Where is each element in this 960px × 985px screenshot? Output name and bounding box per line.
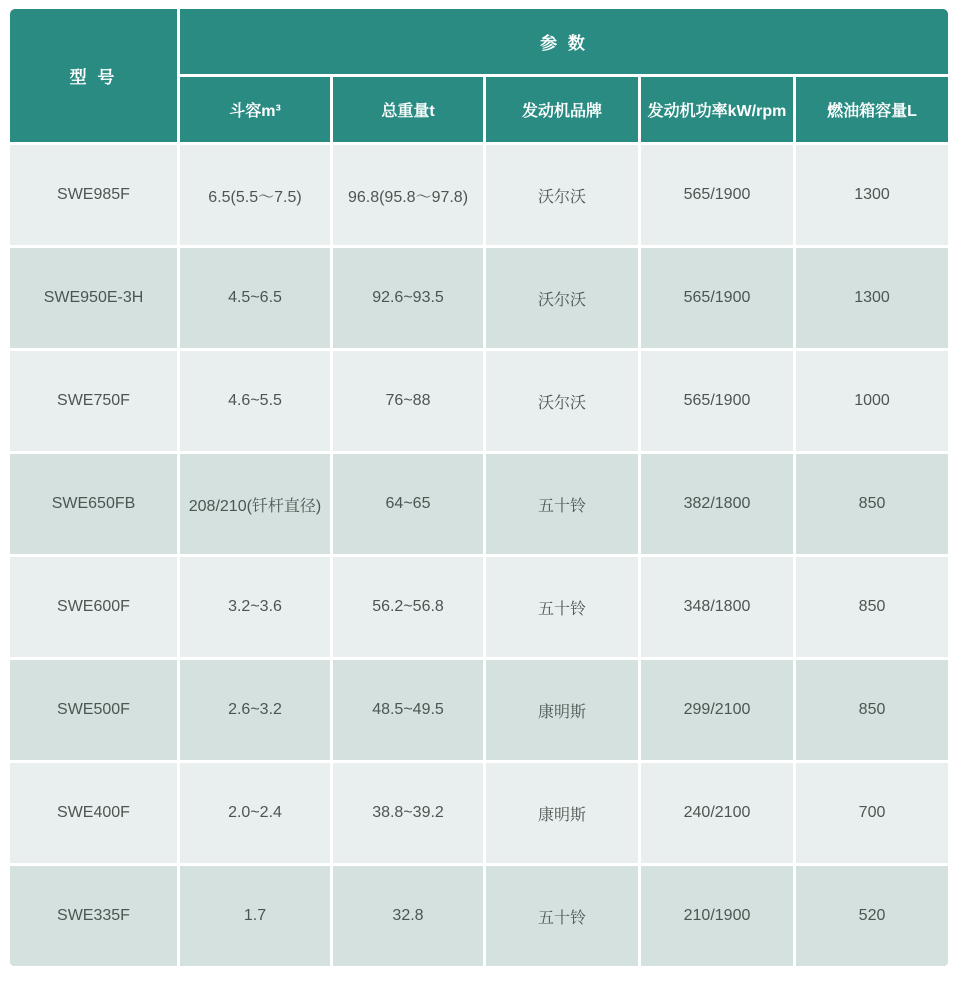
weight-cell: 48.5~49.5 xyxy=(333,660,483,760)
fuel-cell: 850 xyxy=(796,557,948,657)
brand-cell: 五十铃 xyxy=(486,454,638,554)
model-cell: SWE985F xyxy=(10,145,177,245)
bucket-cell: 4.6~5.5 xyxy=(180,351,330,451)
bucket-cell: 6.5(5.5～7.5) xyxy=(180,145,330,245)
weight-cell: 38.8~39.2 xyxy=(333,763,483,863)
power-cell: 299/2100 xyxy=(641,660,793,760)
bucket-cell: 2.0~2.4 xyxy=(180,763,330,863)
brand-cell: 康明斯 xyxy=(486,660,638,760)
table-row xyxy=(10,351,948,451)
brand-cell: 沃尔沃 xyxy=(486,351,638,451)
brand-cell: 康明斯 xyxy=(486,763,638,863)
model-cell: SWE500F xyxy=(10,660,177,760)
fuel-cell: 1300 xyxy=(796,145,948,245)
model-cell: SWE750F xyxy=(10,351,177,451)
table-row xyxy=(10,763,948,863)
table-row xyxy=(10,557,948,657)
model-cell: SWE600F xyxy=(10,557,177,657)
fuel-cell: 850 xyxy=(796,660,948,760)
fuel-cell: 1300 xyxy=(796,248,948,348)
weight-cell: 64~65 xyxy=(333,454,483,554)
fuel-cell: 700 xyxy=(796,763,948,863)
column-header-fuel-tank: 燃油箱容量L xyxy=(796,77,948,142)
weight-cell: 76~88 xyxy=(333,351,483,451)
excavator-spec-table xyxy=(7,6,951,969)
power-cell: 565/1900 xyxy=(641,351,793,451)
table-row xyxy=(10,248,948,348)
table-row xyxy=(10,454,948,554)
power-cell: 565/1900 xyxy=(641,248,793,348)
model-cell: SWE650FB xyxy=(10,454,177,554)
weight-cell: 92.6~93.5 xyxy=(333,248,483,348)
model-cell: SWE950E-3H xyxy=(10,248,177,348)
weight-cell: 56.2~56.8 xyxy=(333,557,483,657)
params-group-header: 参 数 xyxy=(180,9,948,74)
table-row xyxy=(10,866,948,966)
table-row xyxy=(10,660,948,760)
bucket-cell: 1.7 xyxy=(180,866,330,966)
brand-cell: 五十铃 xyxy=(486,557,638,657)
model-column-header: 型 号 xyxy=(10,9,177,142)
weight-cell: 96.8(95.8～97.8) xyxy=(333,145,483,245)
bucket-cell: 4.5~6.5 xyxy=(180,248,330,348)
brand-cell: 沃尔沃 xyxy=(486,145,638,245)
power-cell: 348/1800 xyxy=(641,557,793,657)
power-cell: 240/2100 xyxy=(641,763,793,863)
column-header-total-weight: 总重量t xyxy=(333,77,483,142)
bucket-cell: 3.2~3.6 xyxy=(180,557,330,657)
bucket-cell: 2.6~3.2 xyxy=(180,660,330,760)
model-cell: SWE335F xyxy=(10,866,177,966)
power-cell: 382/1800 xyxy=(641,454,793,554)
weight-cell: 32.8 xyxy=(333,866,483,966)
power-cell: 210/1900 xyxy=(641,866,793,966)
bucket-cell: 208/210(钎杆直径) xyxy=(180,454,330,554)
brand-cell: 五十铃 xyxy=(486,866,638,966)
column-header-engine-brand: 发动机品牌 xyxy=(486,77,638,142)
model-cell: SWE400F xyxy=(10,763,177,863)
brand-cell: 沃尔沃 xyxy=(486,248,638,348)
power-cell: 565/1900 xyxy=(641,145,793,245)
column-header-engine-power: 发动机功率kW/rpm xyxy=(641,77,793,142)
fuel-cell: 850 xyxy=(796,454,948,554)
fuel-cell: 1000 xyxy=(796,351,948,451)
fuel-cell: 520 xyxy=(796,866,948,966)
column-header-bucket-capacity: 斗容m³ xyxy=(180,77,330,142)
table-row xyxy=(10,145,948,245)
